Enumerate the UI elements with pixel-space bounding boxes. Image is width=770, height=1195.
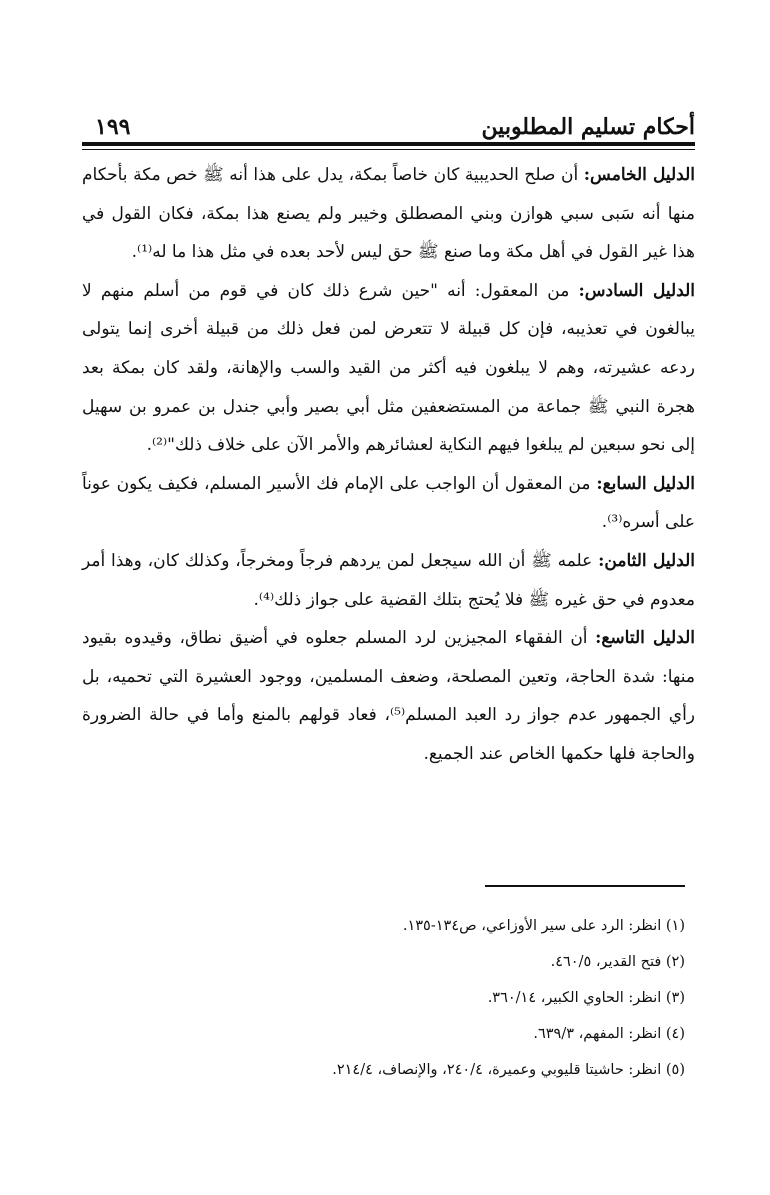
paragraph-label: الدليل الخامس: xyxy=(583,165,695,185)
header-rule-thick xyxy=(82,142,695,146)
paragraph-evidence-9 xyxy=(82,619,695,773)
paragraph-text: من المعقول أن الواجب على الإمام فك الأسير المسلم، فكيف يكون عوناً على أسره⁽³⁾. xyxy=(82,473,695,533)
paragraph-label: الدليل الثامن: xyxy=(598,550,696,571)
paragraph-text: أن صلح الحديبية كان خاصاً بمكة، يدل على هذا أنه ﷺ خص مكة بأحكام منها أنه سَبى سبي هوازن وبني المصطلق وخيبر ولم يصنع هذا بمكة، فكان القول في هذا غير القول في أهل مكة وما صنع ﷺ حق ليس لأحد بعده في مثل هذا ما له⁽¹⁾. xyxy=(82,165,695,263)
footnote-3: (٣) انظر: الحاوي الكبير، ٣٦٠/١٤. xyxy=(487,990,685,1006)
paragraph-text: علمه ﷺ أن الله سيجعل لمن يردهم فرجاً ومخرجاً، وكذلك كان، وهذا أمر معدوم في حق غيره ﷺ فلا يُحتج بتلك القضية على جواز ذلك⁽⁴⁾. xyxy=(82,550,695,610)
footnotes xyxy=(120,908,685,1088)
paragraph-evidence-5 xyxy=(82,156,695,272)
paragraph-evidence-7 xyxy=(82,465,695,542)
footnote-2: (٢) فتح القدير، ٤٦٠/٥. xyxy=(550,954,685,970)
book-title: أحكام تسليم المطلوبين xyxy=(481,114,695,140)
running-header xyxy=(95,112,695,146)
main-text xyxy=(82,156,695,774)
paragraph-label: الدليل السابع: xyxy=(596,473,696,494)
footnote-1: (١) انظر: الرد على سير الأوزاعي، ص١٣٤-١٣٥. xyxy=(402,918,685,934)
paragraph-text: من المعقول: أنه "حين شرع ذلك كان في قوم من أسلم منهم لا يبالغون في تعذيبه، فإن كل قبيلة لا تتعرض لمن فعل ذلك من قبيلة أخرى إنما يتولى ردعه عشيرته، وهم لا يبلغون فيه أكثر من القيد والسب والإهانة، ولقد كان بمكة بعد هجرة النبي ﷺ جماعة من المستضعفين مثل أبي بصير وأبي جندل بن عمرو بن سهيل إلى نحو سبعين لم يبلغوا فيهم النكاية لعشائرهم والأمر الآن على خلاف ذلك"⁽²⁾. xyxy=(82,280,695,456)
paragraph-evidence-6 xyxy=(82,272,695,465)
page-number: ١٩٩ xyxy=(95,114,131,140)
paragraph-label: الدليل السادس: xyxy=(578,280,696,301)
footnote-5: (٥) انظر: حاشيتا قليوبي وعميرة، ٢٤٠/٤، والإنصاف، ٢١٤/٤. xyxy=(332,1062,685,1078)
paragraph-text: أن الفقهاء المجيزين لرد المسلم جعلوه في أضيق نطاق، وقيدوه بقيود منها: شدة الحاجة، وتعين المصلحة، وضعف المسلمين، ووجود العشيرة التي تحميه، بل رأي الجمهور عدم جواز رد العبد المسلم⁽⁵⁾، فعاد قولهم بالمنع وأما في حالة الضرورة والحاجة فلها حكمها الخاص عند الجميع. xyxy=(82,628,696,764)
footnote-4: (٤) انظر: المفهم، ٦٣٩/٣. xyxy=(533,1026,685,1042)
footnote-separator xyxy=(485,885,685,887)
paragraph-label: الدليل التاسع: xyxy=(595,628,695,649)
header-rule-thin xyxy=(82,149,695,150)
paragraph-evidence-8 xyxy=(82,542,695,619)
